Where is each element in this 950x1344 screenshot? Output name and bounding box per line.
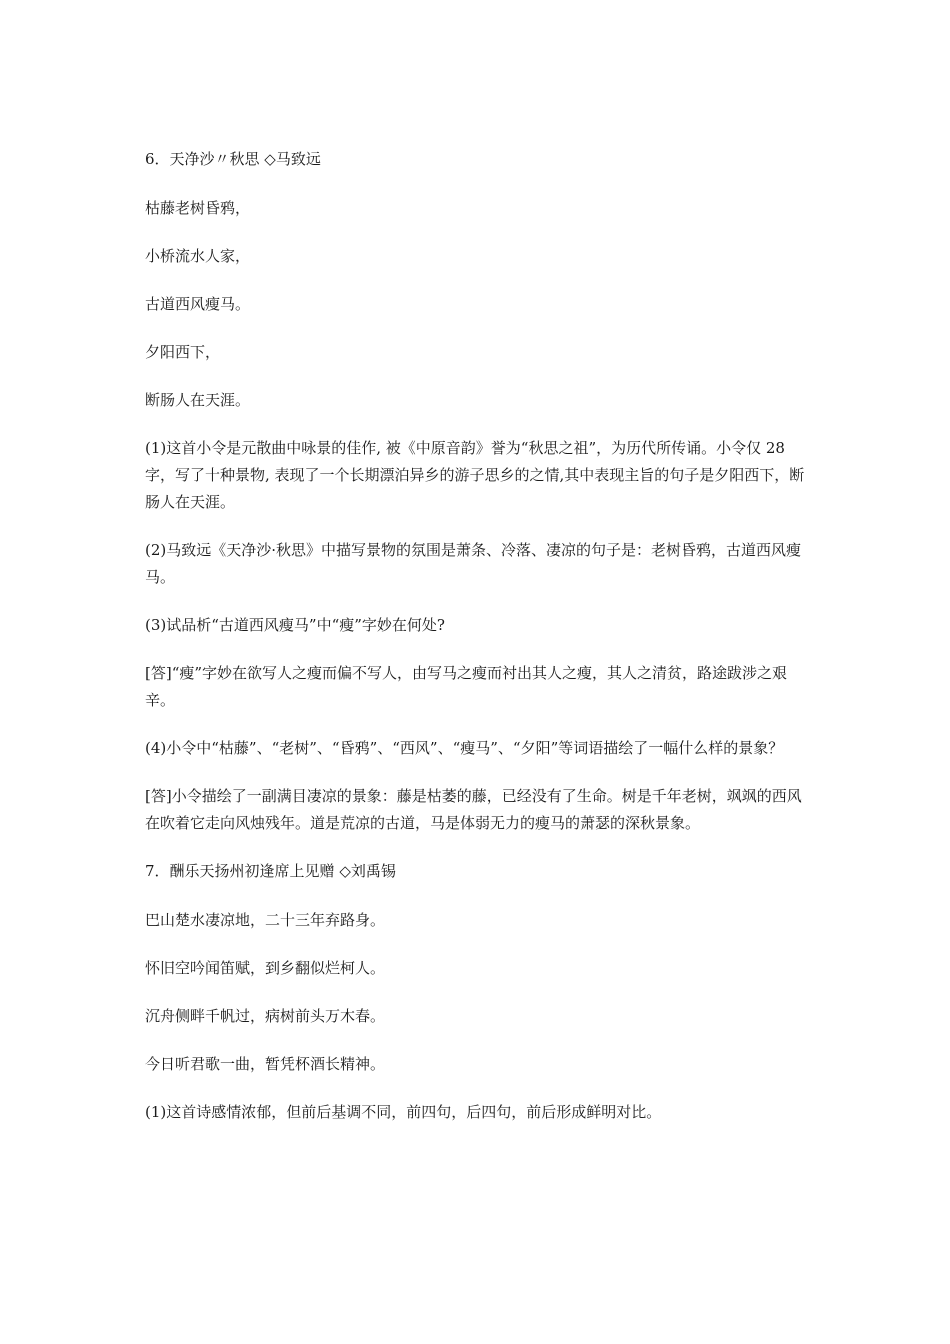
poem-line: 沉舟侧畔千帆过，病树前头万木春。 — [145, 1007, 386, 1025]
question-paragraph: (2)马致远《天净沙·秋思》中描写景物的氛围是萧条、冷落、凄凉的句子是：老树昏鸦，古道西风瘦马。 — [145, 541, 802, 586]
answer-paragraph: [答]小令描绘了一副满目凄凉的景象：藤是枯萎的藤，已经没有了生命。树是千年老树，飒飒的西风在吹着它走向风烛残年。道是荒凉的古道，马是体弱无力的瘦马的萧瑟的深秋景象。 — [145, 787, 802, 832]
poem-line: 枯藤老树昏鸦， — [145, 199, 251, 217]
poem-line: 小桥流水人家， — [145, 247, 251, 265]
question-paragraph: (1)这首诗感情浓郁，但前后基调不同，前四句，后四句，前后形成鲜明对比。 — [145, 1103, 662, 1121]
question-paragraph: (3)试品析“古道西风瘦马”中“瘦”字妙在何处? — [145, 616, 445, 634]
poem-line: 怀旧空吟闻笛赋，到乡翻似烂柯人。 — [145, 959, 386, 977]
question-paragraph: (1)这首小令是元散曲中咏景的佳作, 被《中原音韵》誉为“秋思之祖”，为历代所传诵。小令仅 28 字，写了十种景物, 表现了一个长期漂泊异乡的游子思乡的之情,其中表现主旨的句子是夕阳西下，断肠人在天涯。 — [145, 439, 805, 511]
poem-line: 断肠人在天涯。 — [145, 391, 251, 409]
poem-line: 古道西风瘦马。 — [145, 295, 251, 313]
poem-line: 今日听君歌一曲，暂凭杯酒长精神。 — [145, 1055, 386, 1073]
answer-paragraph: [答]“瘦”字妙在欲写人之瘦而偏不写人，由写马之瘦而衬出其人之瘦，其人之清贫，路途跋涉之艰辛。 — [145, 664, 788, 709]
document-page — [145, 146, 815, 1147]
question-paragraph: (4)小令中“枯藤”、“老树”、“昏鸦”、“西风”、“瘦马”、“夕阳”等词语描绘了一幅什么样的景象？ — [145, 739, 784, 757]
poem-line: 夕阳西下， — [145, 343, 221, 361]
poem-title-7: 7．酬乐天扬州初逢席上见赠 ◇刘禹锡 — [145, 862, 396, 880]
poem-line: 巴山楚水凄凉地，二十三年弃路身。 — [145, 911, 386, 929]
poem-title-6: 6．天净沙〃秋思 ◇马致远 — [145, 150, 321, 168]
